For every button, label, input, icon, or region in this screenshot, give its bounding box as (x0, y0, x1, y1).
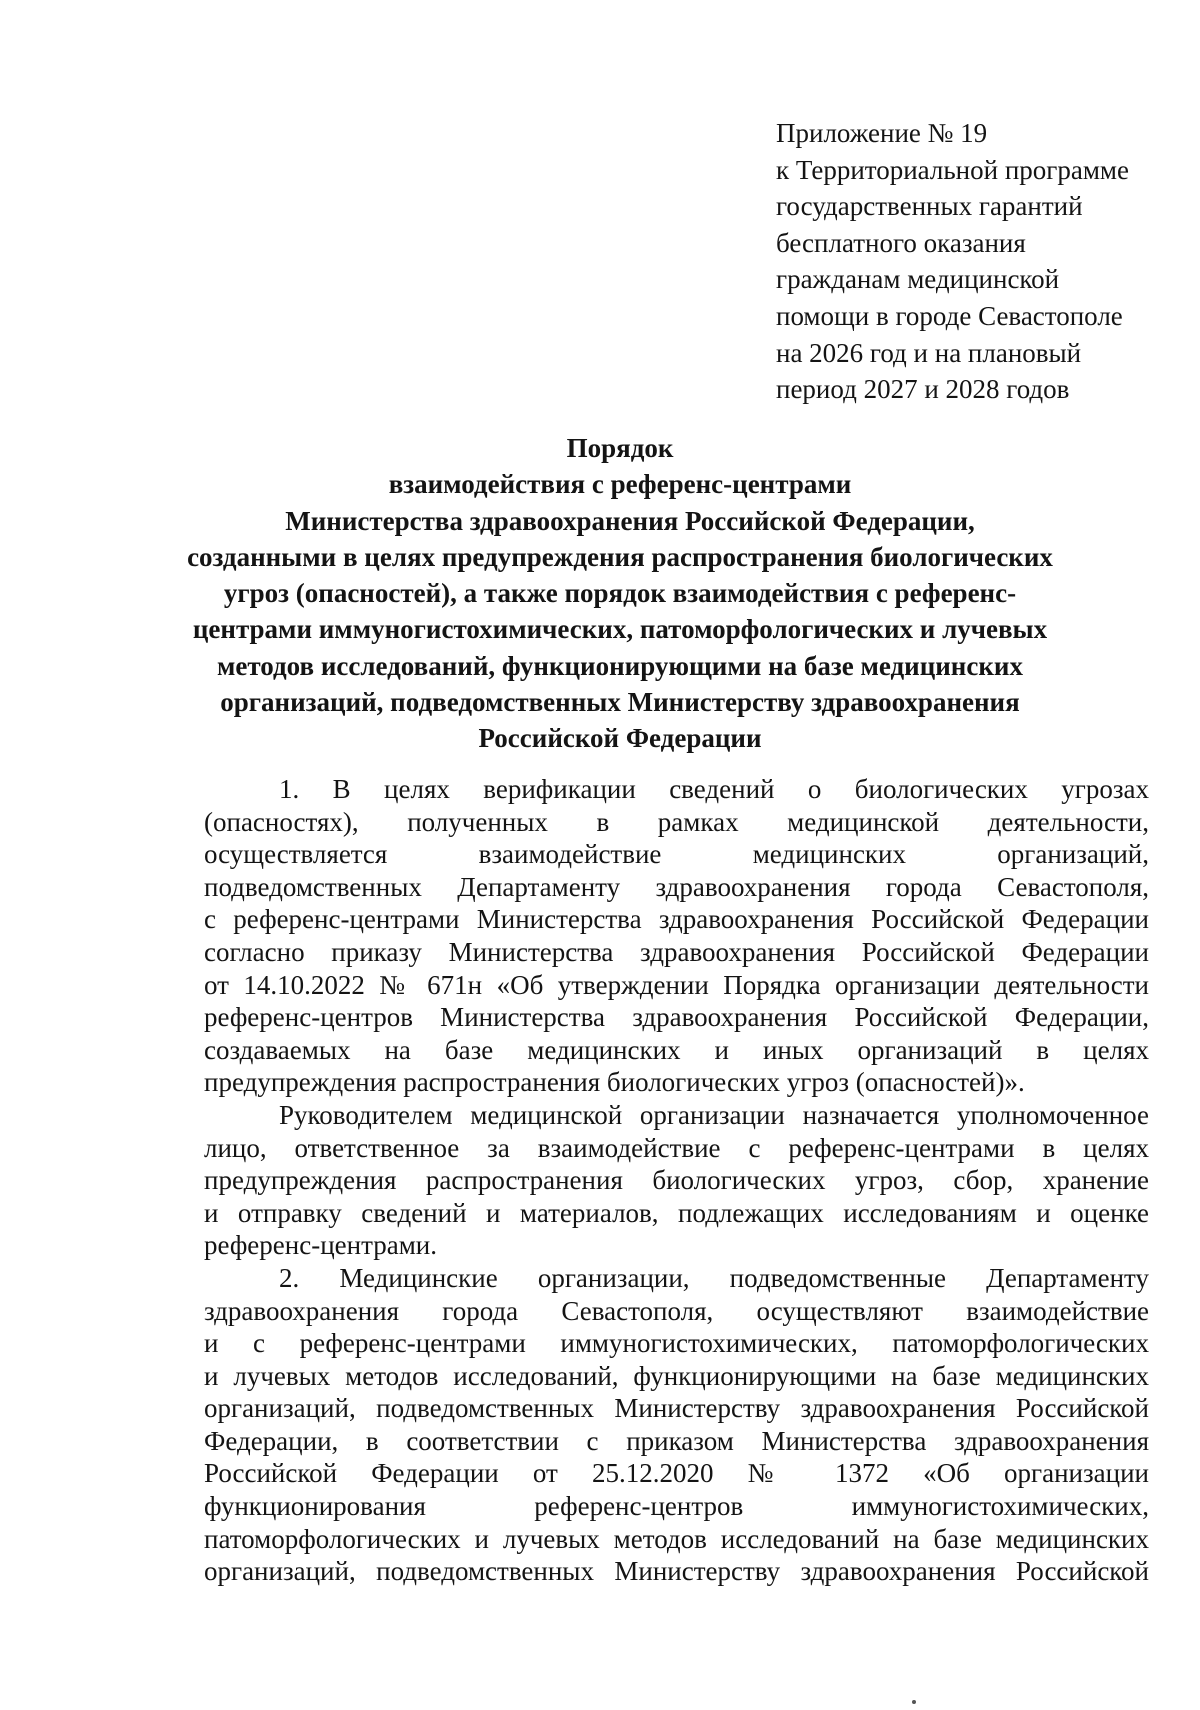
body-line: Российской Федерации от 25.12.2020 № 1372 «Об организации (204, 1458, 1149, 1489)
title-line: Министерства здравоохранения Российской Федерации, (285, 505, 975, 536)
body-line: подведомственных Департаменту здравоохранения города Севастополя, (204, 871, 1149, 902)
paragraph-3 (204, 1262, 1149, 1588)
body-line: 1. В целях верификации сведений о биологических угрозах (279, 774, 1149, 804)
title-line: Порядок (566, 433, 674, 463)
appendix-line: Приложение № 19 (776, 118, 988, 148)
title-line: угроз (опасностей), а также порядок взаимодействия с референс- (223, 578, 1017, 609)
body-line: здравоохранения города Севастополя, осуществляют взаимодействие (204, 1295, 1149, 1326)
body-line: референс-центрами. (204, 1230, 437, 1261)
body-line: функционирования референс-центров иммуногистохимических, (204, 1491, 1149, 1522)
body-line: референс-центров Министерства здравоохранения Российской Федерации, (204, 1002, 1149, 1033)
body-line: организаций, подведомственных Министерству здравоохранения Российской (204, 1556, 1149, 1587)
body-line: организаций, подведомственных Министерству здравоохранения Российской (204, 1393, 1149, 1424)
body-line: с референс-центрами Министерства здравоохранения Российской Федерации (204, 904, 1149, 935)
body-line: создаваемых на базе медицинских и иных организаций в целях (204, 1034, 1149, 1065)
body-line: предупреждения распространения биологических угроз, сбор, хранение (204, 1165, 1149, 1196)
body-line: от 14.10.2022 № 671н «Об утверждении Порядка организации деятельности (204, 969, 1149, 1000)
title-line: методов исследований, функционирующими на базе медицинских (217, 650, 1023, 681)
document-title (160, 430, 1080, 757)
body-line: осуществляется взаимодействие медицинских организаций, (204, 839, 1149, 870)
body-line: (опасностях), полученных в рамках медицинской деятельности, (204, 806, 1149, 837)
appendix-header (776, 115, 1176, 408)
body-line: предупреждения распространения биологических угроз (опасностей)». (204, 1067, 1025, 1098)
appendix-line: на 2026 год и на плановый (776, 337, 1082, 368)
appendix-line: гражданам медицинской (776, 264, 1060, 295)
title-line: взаимодействия с референс-центрами (388, 469, 852, 500)
body-line: 2. Медицинские организации, подведомственные Департаменту (279, 1262, 1149, 1293)
title-line: созданными в целях предупреждения распространения биологических (187, 541, 1053, 572)
title-line: организаций, подведомственных Министерству здравоохранения (220, 687, 1020, 718)
appendix-line: государственных гарантий (776, 191, 1083, 222)
paragraph-2 (204, 1099, 1149, 1262)
body-line: и отправку сведений и материалов, подлежащих исследованиям и оценке (204, 1197, 1149, 1228)
title-line: Российской Федерации (478, 723, 762, 754)
body-line: и лучевых методов исследований, функционирующими на базе медицинских (204, 1360, 1149, 1391)
title-line: центрами иммуногистохимических, патоморфологических и лучевых (192, 614, 1048, 645)
body-line: Федерации, в соответствии с приказом Министерства здравоохранения (204, 1425, 1149, 1456)
document-body (204, 773, 1149, 1588)
paragraph-1 (204, 773, 1149, 1099)
appendix-line: к Территориальной программе (776, 154, 1129, 185)
body-line: Руководителем медицинской организации назначается уполномоченное (279, 1099, 1149, 1130)
appendix-line: период 2027 и 2028 годов (776, 374, 1070, 405)
body-line: патоморфологических и лучевых методов исследований на базе медицинских (204, 1523, 1149, 1554)
appendix-line: помощи в городе Севастополе (776, 300, 1123, 331)
body-line: согласно приказу Министерства здравоохранения Российской Федерации (204, 936, 1149, 967)
appendix-line: бесплатного оказания (776, 227, 1026, 258)
body-line: и с референс-центрами иммуногистохимических, патоморфологических (204, 1328, 1149, 1359)
body-line: лицо, ответственное за взаимодействие с референс-центрами в целях (204, 1132, 1149, 1163)
scan-speck (912, 1700, 916, 1704)
